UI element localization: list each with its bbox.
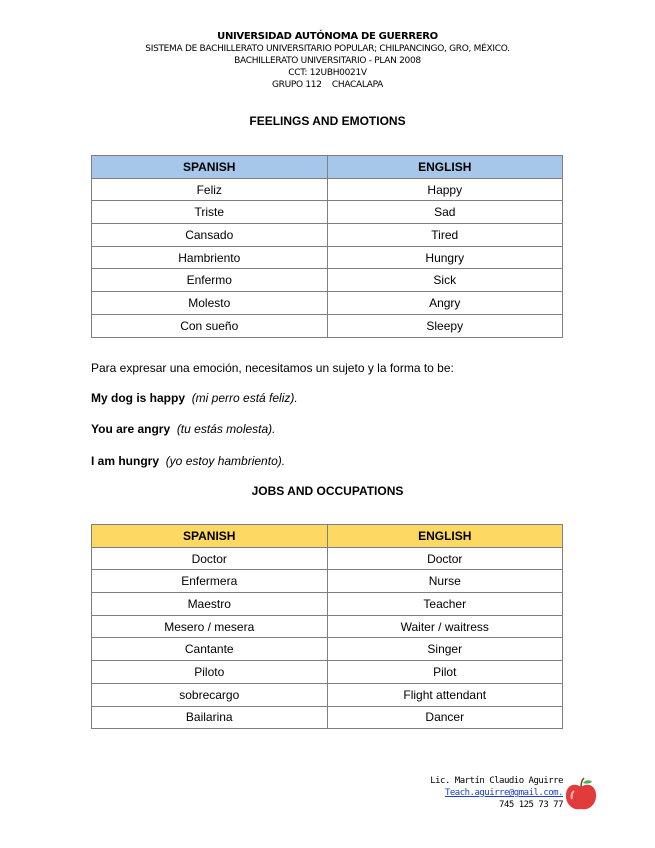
english-cell: Doctor (327, 547, 563, 570)
spanish-cell: Cantante (92, 638, 328, 661)
group-line: GRUPO 112 CHACALAPA (271, 80, 384, 90)
university-name: UNIVERSIDAD AUTÓNOMA DE GUERRERO (217, 31, 438, 42)
explanation-text: Para expresar una emoción, necesitamos un sujeto y la forma to be: (91, 361, 454, 375)
table-row (92, 224, 563, 247)
table-row (92, 706, 563, 729)
english-cell: Singer (327, 638, 563, 661)
table-row (92, 593, 563, 616)
english-cell: Hungry (327, 246, 563, 269)
table-row (92, 570, 563, 593)
english-cell: Flight attendant (327, 683, 563, 706)
english-cell: Happy (327, 178, 563, 201)
table-row (92, 269, 563, 292)
table-row (92, 547, 563, 570)
spanish-cell: Enfermera (92, 570, 328, 593)
english-cell: Tired (327, 224, 563, 247)
spanish-cell: Enfermo (92, 269, 328, 292)
table-row (92, 246, 563, 269)
cct-code: CCT: 12UBH0021V (288, 68, 367, 78)
spanish-cell: sobrecargo (92, 683, 328, 706)
spanish-cell: Cansado (92, 224, 328, 247)
feelings-title: FEELINGS AND EMOTIONS (249, 114, 406, 128)
example-sentence (91, 391, 298, 405)
english-cell: Pilot (327, 661, 563, 684)
english-cell: Dancer (327, 706, 563, 729)
table-header-row (92, 525, 563, 548)
jobs-title: JOBS AND OCCUPATIONS (251, 484, 404, 498)
spanish-cell: Piloto (92, 661, 328, 684)
example-sentence (91, 454, 285, 468)
signature-block (430, 775, 563, 811)
document-header (0, 31, 655, 91)
spanish-cell: Hambriento (92, 246, 328, 269)
example-spanish: (tu estás molesta). (176, 422, 276, 436)
feelings-table (91, 155, 563, 338)
english-cell: Angry (327, 292, 563, 315)
table-row (92, 683, 563, 706)
table-row (92, 661, 563, 684)
table-header-row (92, 156, 563, 179)
spanish-cell: Molesto (92, 292, 328, 315)
english-cell: Sick (327, 269, 563, 292)
english-cell: Sad (327, 201, 563, 224)
table-row (92, 201, 563, 224)
column-header-spanish: SPANISH (92, 156, 328, 179)
table-row (92, 314, 563, 337)
spanish-cell: Triste (92, 201, 328, 224)
english-cell: Nurse (327, 570, 563, 593)
example-english: My dog is happy (91, 391, 186, 405)
english-cell: Sleepy (327, 314, 563, 337)
spanish-cell: Mesero / mesera (92, 615, 328, 638)
spanish-cell: Maestro (92, 593, 328, 616)
spanish-cell: Con sueño (92, 314, 328, 337)
author-email[interactable]: Teach.aguirre@gmail.com. (444, 788, 563, 798)
table-row (92, 178, 563, 201)
column-header-english: ENGLISH (327, 525, 563, 548)
spanish-cell: Doctor (92, 547, 328, 570)
example-english: You are angry (91, 422, 171, 436)
apple-icon (562, 776, 600, 814)
example-spanish: (mi perro está feliz). (191, 391, 298, 405)
table-row (92, 615, 563, 638)
example-sentence (91, 422, 276, 436)
example-english: I am hungry (91, 454, 160, 468)
spanish-cell: Feliz (92, 178, 328, 201)
english-cell: Waiter / waitress (327, 615, 563, 638)
table-row (92, 292, 563, 315)
column-header-spanish: SPANISH (92, 525, 328, 548)
column-header-english: ENGLISH (327, 156, 563, 179)
author-phone: 745 125 73 77 (499, 800, 563, 810)
table-row (92, 638, 563, 661)
example-spanish: (yo estoy hambriento). (165, 454, 286, 468)
spanish-cell: Bailarina (92, 706, 328, 729)
author-name: Lic. Martín Claudio Aguirre (430, 776, 563, 786)
jobs-table (91, 524, 563, 729)
system-name: SISTEMA DE BACHILLERATO UNIVERSITARIO POPULAR; CHILPANCINGO, GRO, MÉXICO. (145, 44, 510, 54)
english-cell: Teacher (327, 593, 563, 616)
plan-name: BACHILLERATO UNIVERSITARIO - PLAN 2008 (234, 56, 421, 66)
